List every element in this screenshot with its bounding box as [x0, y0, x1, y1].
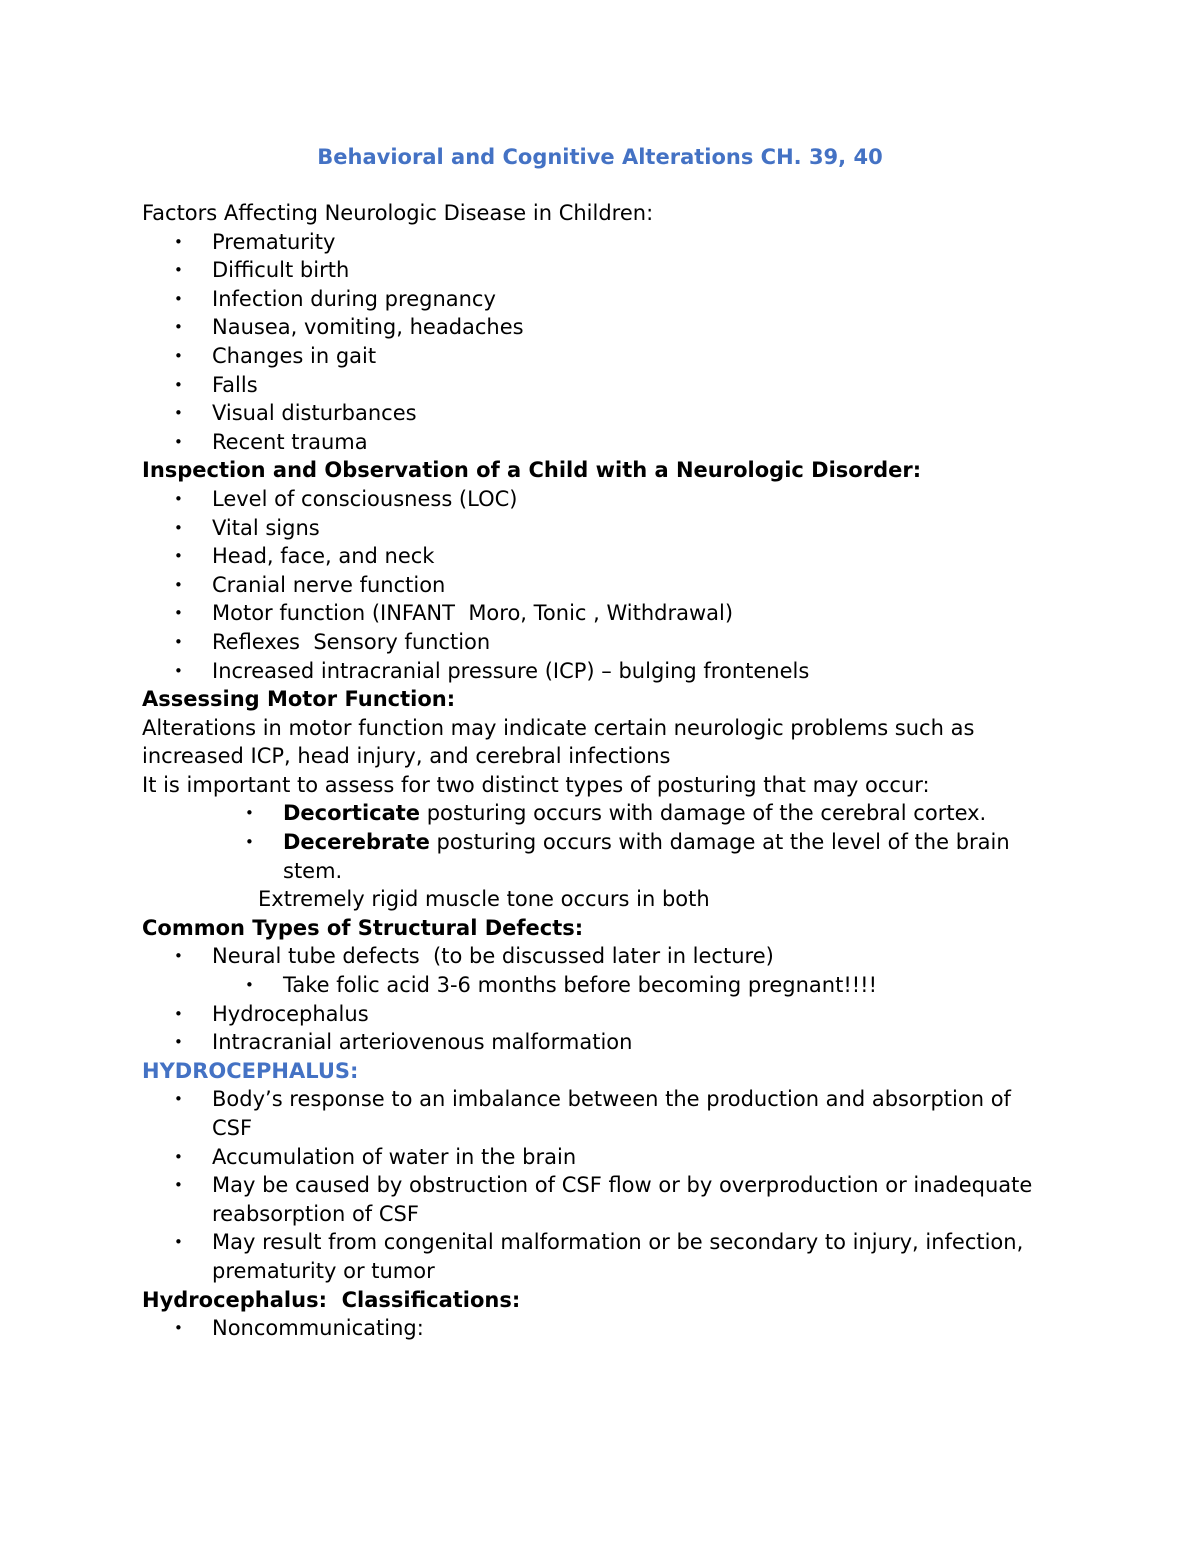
motor-paragraph: It is important to assess for two distinct types of posturing that may occur:: [142, 772, 930, 797]
bullet-icon: •: [174, 1090, 183, 1109]
list-item: • Head, face, and neck: [142, 542, 1052, 571]
bullet-icon: •: [174, 489, 183, 508]
bullet-icon: •: [174, 318, 183, 337]
bullet-icon: •: [174, 604, 183, 623]
bullet-icon: •: [174, 261, 183, 280]
list-item: • Changes in gait: [142, 342, 1052, 371]
bullet-icon: •: [245, 804, 254, 823]
bullet-icon: •: [174, 1147, 183, 1166]
factors-list: [142, 228, 1052, 457]
bullet-icon: •: [174, 947, 183, 966]
list-item: • Reflexes Sensory function: [142, 628, 1052, 657]
bullet-icon: •: [245, 833, 254, 852]
structural-heading: Common Types of Structural Defects:: [142, 915, 584, 940]
bullet-icon: •: [174, 661, 183, 680]
posturing-term: Decerebrate: [283, 830, 430, 855]
list-item: • Motor function (INFANT Moro, Tonic , Withdrawal): [142, 599, 1052, 628]
bullet-icon: •: [174, 289, 183, 308]
list-item: • Infection during pregnancy: [142, 285, 1052, 314]
list-item: • Cranial nerve function: [142, 571, 1052, 600]
list-item: • Neural tube defects (to be discussed later in lecture): [142, 942, 1052, 971]
factors-heading: Factors Affecting Neurologic Disease in Children:: [142, 201, 654, 225]
bullet-icon: •: [245, 976, 254, 995]
bullet-icon: •: [174, 1319, 183, 1338]
bullet-icon: •: [174, 232, 183, 251]
bullet-icon: •: [174, 1033, 183, 1052]
list-item: • Intracranial arteriovenous malformation: [142, 1028, 1052, 1057]
bullet-icon: •: [174, 518, 183, 537]
list-item: • Noncommunicating:: [142, 1314, 1052, 1343]
list-item: • Prematurity: [142, 228, 1052, 257]
list-item: • Take folic acid 3-6 months before becoming pregnant!!!!: [142, 971, 1052, 1000]
hydrocephalus-list: [142, 1085, 1052, 1285]
bullet-icon: •: [174, 632, 183, 651]
document-body: [142, 199, 1052, 1343]
posturing-note: Extremely rigid muscle tone occurs in both: [258, 887, 710, 912]
list-item: • Hydrocephalus: [142, 1000, 1052, 1029]
posturing-list: [142, 799, 1052, 885]
bullet-icon: •: [174, 375, 183, 394]
bullet-icon: •: [174, 346, 183, 365]
posturing-term: Decorticate: [283, 801, 421, 826]
motor-paragraph: Alterations in motor function may indicate certain neurologic problems such as increased ICP, head injury, and cerebral infections: [142, 715, 975, 769]
classifications-list: [142, 1314, 1052, 1343]
list-item: • Decorticate posturing occurs with damage of the cerebral cortex.: [142, 799, 1052, 828]
list-item: • Decerebrate posturing occurs with damage at the level of the brain stem.: [245, 830, 1010, 883]
structural-list: [142, 942, 1052, 1056]
list-item: • May result from congenital malformation or be secondary to injury, infection, prematurity or tumor: [174, 1230, 1024, 1283]
list-item: • Vital signs: [142, 514, 1052, 543]
list-item: • Difficult birth: [142, 256, 1052, 285]
bullet-icon: •: [174, 432, 183, 451]
list-item: • Recent trauma: [142, 428, 1052, 457]
bullet-icon: •: [174, 1176, 183, 1195]
hydrocephalus-heading: HYDROCEPHALUS:: [142, 1058, 359, 1083]
list-item: • Level of consciousness (LOC): [142, 485, 1052, 514]
list-item: • Increased intracranial pressure (ICP) – bulging frontenels: [142, 657, 1052, 686]
list-item: • May be caused by obstruction of CSF flow or by overproduction or inadequate reabsorption of CSF: [174, 1173, 1033, 1226]
bullet-icon: •: [174, 1004, 183, 1023]
bullet-icon: •: [174, 575, 183, 594]
inspection-heading: Inspection and Observation of a Child with a Neurologic Disorder:: [142, 458, 922, 483]
list-item: • Nausea, vomiting, headaches: [142, 313, 1052, 342]
motor-heading: Assessing Motor Function:: [142, 687, 456, 712]
list-item: • Body’s response to an imbalance between the production and absorption of CSF: [174, 1087, 1011, 1140]
classifications-heading: Hydrocephalus: Classifications:: [142, 1287, 521, 1312]
bullet-icon: •: [174, 547, 183, 566]
bullet-icon: •: [174, 1233, 183, 1252]
list-item: • Visual disturbances: [142, 399, 1052, 428]
list-item: • Accumulation of water in the brain: [142, 1143, 1052, 1172]
bullet-icon: •: [174, 404, 183, 423]
list-item: • Falls: [142, 371, 1052, 400]
inspection-list: [142, 485, 1052, 685]
document-title: Behavioral and Cognitive Alterations CH. 39, 40: [317, 145, 883, 169]
